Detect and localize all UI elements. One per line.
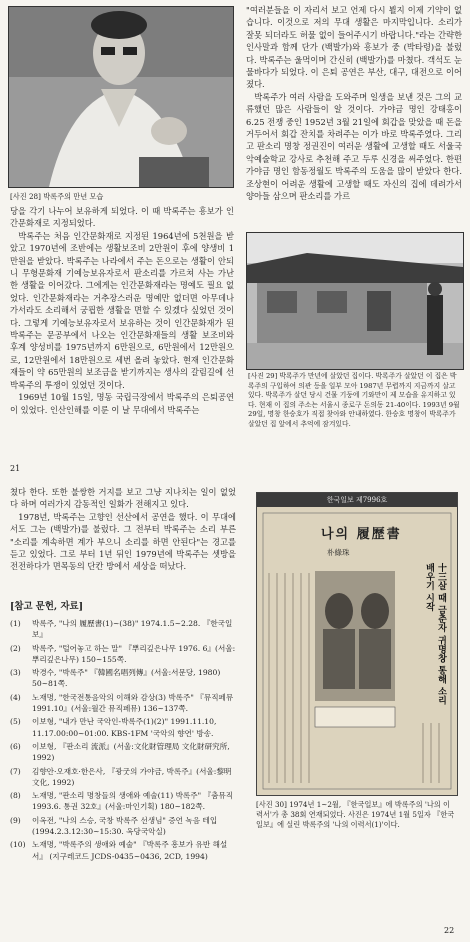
reference-item — [10, 741, 236, 764]
paragraph: 박록주는 처음 인간문화재로 지정된 1964년에 5천원을 받았고 1970년에 조반에는 생활보조비 2만원이 후에 양생비 1만원을 받았다. 박록주는 나라에서 주는 돈으로는 생활이 안되니 무형문화재 기예능보유자로서 판소리를 가르쳐 사는 가난한 생활을 이어갔다. 그에게는 인간문화재라는 명예도 필요 없었다. 인간문화재라는 거추장스러운 명예만 없더면 아무데나 가서라도 소리해서 궁핍한 생활을 면할 수 있겠다 싶었던 것이다. 그렇게 기예능보유자로서 보유하는 것이 인간문화재가 된 박록주는 문공부에서 나오는 인간문화재들의 생활 보조비와 후계 양성비를 1975년까지 6만원으로, 6만원에서 12만원으로, 12만원에서 18만원으로 세번 올려 놓았다. 현재 인간문화재들이 약 65만원의 보조금을 받기까지는 생사의 갈림길에 선 박록주의 투쟁이 있었던 것이다. — [10, 230, 234, 390]
reference-item — [10, 839, 236, 862]
portrait-illustration — [9, 7, 233, 187]
reference-text: 박경수, "박록주" 『韓國名唱列傳』(서울:서문당, 1980) 50~81쪽. — [32, 668, 221, 689]
reference-number: (2) — [10, 643, 21, 653]
house-illustration — [247, 233, 463, 369]
reference-text: 이보형, 『판소리 流派』(서울:文化財管理局 文化財研究所, 1992) — [32, 741, 230, 763]
reference-item — [10, 815, 236, 838]
page-21-left-column — [10, 205, 234, 463]
page-21-right-column — [246, 4, 462, 226]
references-list — [10, 618, 236, 864]
newspaper-clipping — [256, 492, 458, 796]
house-photo — [246, 232, 464, 370]
clipping-author: 朴綠珠 — [327, 548, 350, 557]
reference-number: (3) — [10, 668, 21, 678]
reference-number: (1) — [10, 619, 21, 628]
paragraph: 1978년, 박록주는 고향인 선산에서 공연을 했다. 이 무대에서도 그는 (백발가)를 불렀다. 그 전부터 박록주는 소리 부른 "소리를 계속하면 계가 부으니 소리를 하면 안된다"는 경고를 듣고 있었다. 그로 부터 1년 뒤인 1979년에 박록주는 셋방을 전전하다가 면목동의 단칸 방에서 세상을 떠났다. — [10, 511, 236, 572]
reference-number: (10) — [10, 840, 26, 850]
clipping-header: 한국일보 제7996호 — [257, 493, 457, 507]
reference-item — [10, 618, 236, 641]
reference-text: 이옥전, "나의 스승, 국창 박록주 선생님" 증언 녹음 테입 (1994.2.3.12:30~15:30. 옥당국악실) — [32, 815, 218, 837]
reference-item — [10, 716, 236, 739]
reference-text: 노재명, "박록주의 생애와 예술" 『박록주 흥보가 유반 해설서』 (지구레코드 JCDS-0435~0436, 2CD, 1994) — [32, 840, 228, 861]
clipping-headline: 十三살 때 금춘자 귀명창 통해 소리 배우기 시작 — [424, 563, 446, 705]
photo-29-caption: [사진 29] 박록주가 만년에 살았던 집이다. 박록주가 살았던 이 집은 박록주의 구입하여 의관 등을 일부 모아 1987년 무렵까지 지금까지 살고 있다. 박록주가 살던 당시 건물 기둥에 기와만이 제 모습을 유지하고 있다. 현재 이 집의 주소는 서울시 종로구 돈의동 21-40이다. 1993년 9월 29일, 명창 한승호가 직접 찾아와 안내하였다. 한승호 명창이 박록주가 살았던 집 앞에서 추억에 잠겨있다. — [248, 372, 460, 428]
reference-text: 박록주, "나의 履歷書(1)~(38)" 1974.1.5~2.28. 『한국일보』 — [32, 619, 233, 640]
paragraph: "여러분들을 이 자리서 보고 언제 다시 뵐지 이제 기약이 없습니다. 이것으로 저의 무대 생활은 마지막입니다. 소리가 잘못 되더라도 허물 없이 들어주시기 바랍니다."라는 간략한 인사말과 함께 단가 (백발가)와 흥보가 중 (박타령)을 불렀다. 박록주는 울먹이며 간신히 (백발가)를 마쳤다. 객석도 눈물바다가 되었다. 이 은퇴 공연은 부산, 대구, 대전으로 이어졌다. — [246, 5, 462, 90]
reference-text: 노재명, "한국전통음악의 이해와 감상(3) 박록주" 『뮤직페뮤 1991.10』(서울:월간 뮤직페뮤) 136~137쪽. — [32, 692, 234, 714]
reference-number: (5) — [10, 717, 21, 727]
reference-number: (4) — [10, 692, 21, 702]
reference-item — [10, 766, 236, 789]
reference-text: 김향안·오재호·한은사, 『광굿의 가야금, 박록주』(서울:黎明文化, 1992) — [32, 766, 232, 787]
clipping-title: 나의 履歷書 — [321, 527, 402, 542]
reference-item — [10, 692, 236, 715]
page-number: 21 — [10, 464, 21, 473]
reference-number: (7) — [10, 766, 21, 776]
reference-item — [10, 790, 236, 813]
references-heading: [참고 문헌, 자료] — [10, 601, 84, 612]
photo-28-caption: [사진 28] 박록주의 만년 모습 — [10, 192, 104, 201]
page-number: 22 — [444, 926, 455, 935]
paragraph: 쳤다 한다. 또한 불쌍한 거지를 보고 그냥 지나치는 일이 없었다 하며 여러가지 감동적인 일화가 전해지고 있다. — [10, 487, 236, 510]
paragraph: 1969년 10월 15일, 명동 국립극장에서 박록주의 은퇴공연이 있었다. 인산인해를 이룬 이 날 무대에서 박록주는 — [10, 392, 234, 415]
reference-number: (9) — [10, 815, 21, 825]
reference-number: (6) — [10, 741, 21, 751]
reference-text: 박록주, "털어놓고 하는 말" 『뿌리깊은나무 1976. 6』(서울:뿌리깊은나무) 150~155쪽. — [32, 643, 236, 664]
page-22-left-column — [10, 486, 236, 584]
reference-text: 노재명, "판소리 명창들의 생애와 예술(11) 박록주" 『춤뮤직 1993.6. 통권 32호』(서울:마인기획) 180~182쪽. — [32, 791, 234, 812]
reference-item — [10, 643, 236, 666]
reference-item — [10, 667, 236, 690]
reference-number: (8) — [10, 791, 21, 801]
paragraph: 박록주가 여러 사람을 도와주며 일생을 보낸 것은 그의 교류했던 많은 사람들이 알 것이다. 가야금 명인 강태홍이 6.25 전쟁 중인 1952년 3월 21일에 회갑을 맞았을 때 돈을 거두어서 회갑 잔치를 차려주는 이가 바로 박록주였다. 그리고 판소리 명창 정권진이 여러운 생활에 고생할 때도 서울국악예술학교 강사로 추천해 주고 두루 신경을 써주었다. 한편 가야금 명인 함동정월도 박록주의 도움을 많이 받았다 한다. 조상현이 어려운 생활에 고생할 때도 자신의 집에 데려가서 양아들 삼으며 판소리를 가르 — [246, 91, 462, 202]
paragraph: 당을 각기 나누어 보유하게 되었다. 이 때 박록주는 흥보가 인간문화재로 지정되었다. — [10, 206, 234, 229]
photo-30-caption: [사진 30] 1974년 1~2월, 『한국일보』에 박록주의 '나의 이력서'가 총 38회 연재되었다. 사진은 1974년 1월 5일자 『한국일보』에 실린 박록주의 '나의 이력서(1)'이다. — [256, 800, 455, 829]
page-22 — [0, 478, 470, 942]
portrait-photo — [8, 6, 234, 188]
reference-text: 이보형, "내가 만난 국악인-박록주(1)(2)" 1991.11.10, 11.17.00:00~01:00. KBS-1FM '국악의 향연' 방송. — [32, 717, 217, 738]
